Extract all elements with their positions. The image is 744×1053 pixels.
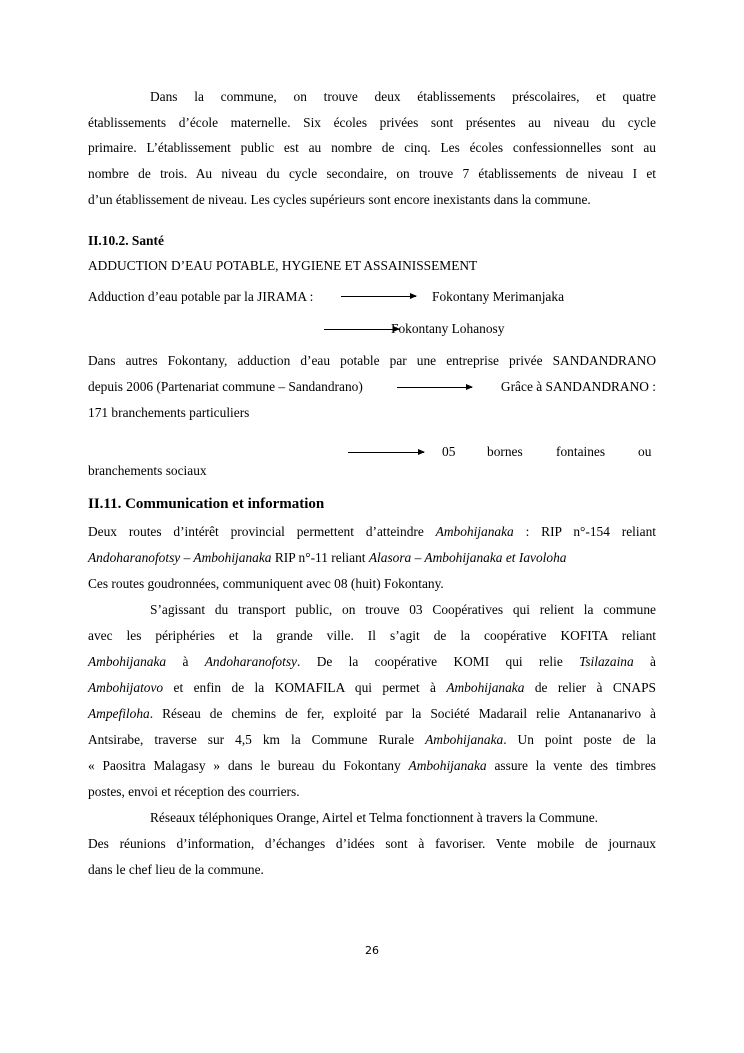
fokontany-merimanjaka: Fokontany Merimanjaka <box>432 289 565 304</box>
branchements-sociaux: branchements sociaux <box>88 463 207 478</box>
paragraph-line: Deux routes d’intérêt provincial permettent d’atteindre Ambohijanaka : RIP n°-154 reliant <box>88 524 656 539</box>
paragraph-line: Des réunions d’information, d’échanges d’idées sont à favoriser. Vente mobile de journaux <box>88 836 656 851</box>
bornes-word: ou <box>638 444 652 459</box>
jirama-label: Adduction d’eau potable par la JIRAMA : <box>88 289 314 304</box>
paragraph-line: primaire. L’établissement public est au nombre de cinq. Les écoles confessionnelles sont au <box>88 140 656 155</box>
paragraph-line: Ambohijatovo et enfin de la KOMAFILA qui permet à Ambohijanaka de relier à CNAPS <box>88 680 657 695</box>
paragraph-line: Dans la commune, on trouve deux établissements préscolaires, et quatre <box>150 89 656 104</box>
arrow-icon <box>341 296 416 297</box>
branchements-particuliers: 171 branchements particuliers <box>88 405 250 420</box>
paragraph-line: Andoharanofotsy – Ambohijanaka RIP n°-11 reliant Alasora – Ambohijanaka et Iavoloha <box>88 550 567 565</box>
paragraph-line: « Paositra Malagasy » dans le bureau du Fokontany Ambohijanaka assure la vente des timbres <box>88 758 656 773</box>
paragraph-line: avec les périphéries et la grande ville. Il s’agit de la coopérative KOFITA reliant <box>88 628 656 643</box>
paragraph-line: d’un établissement de niveau. Les cycles supérieurs sont encore inexistants dans la commune. <box>88 192 591 207</box>
paragraph-line: Antsirabe, traverse sur 4,5 km la Commune Rurale Ambohijanaka. Un point poste de la <box>88 732 656 747</box>
arrow-icon <box>397 387 472 388</box>
bornes-word: bornes <box>487 444 523 459</box>
grace-sandandrano: Grâce à SANDANDRANO : <box>500 379 656 394</box>
bornes-word: fontaines <box>556 444 606 459</box>
section-heading-sante: II.10.2. Santé <box>88 233 164 248</box>
paragraph-line: établissements d’école maternelle. Six écoles privées sont présentes au niveau du cycle <box>88 115 656 130</box>
paragraph-line: S’agissant du transport public, on trouve 03 Coopératives qui relient la commune <box>150 602 656 617</box>
paragraph-line: nombre de trois. Au niveau du cycle secondaire, on trouve 7 établissements de niveau I et <box>88 166 656 181</box>
paragraph-line: Ampefiloha. Réseau de chemins de fer, exploité par la Société Madarail relie Antananarivo à <box>88 706 656 721</box>
fokontany-lohanosy: Fokontany Lohanosy <box>391 321 505 336</box>
paragraph-line: Ces routes goudronnées, communiquent avec 08 (huit) Fokontany. <box>88 576 444 591</box>
paragraph-line: postes, envoi et réception des courriers. <box>88 784 300 799</box>
arrow-icon <box>324 329 399 330</box>
paragraph-line: Réseaux téléphoniques Orange, Airtel et Telma fonctionnent à travers la Commune. <box>150 810 599 825</box>
bornes-word: 05 <box>442 444 456 459</box>
section-heading-communication: II.11. Communication et information <box>88 496 325 512</box>
paragraph-line: depuis 2006 (Partenariat commune – Sandandrano) <box>88 379 363 394</box>
paragraph-line: dans le chef lieu de la commune. <box>88 862 264 877</box>
paragraph-line: Ambohijanaka à Andoharanofotsy. De la coopérative KOMI qui relie Tsilazaina à <box>88 654 656 669</box>
page-number: 26 <box>365 944 379 957</box>
subheading-adduction: ADDUCTION D’EAU POTABLE, HYGIENE ET ASSAINISSEMENT <box>88 258 478 273</box>
paragraph-line: Dans autres Fokontany, adduction d’eau potable par une entreprise privée SANDANDRANO <box>88 353 656 368</box>
arrow-icon <box>348 452 424 453</box>
